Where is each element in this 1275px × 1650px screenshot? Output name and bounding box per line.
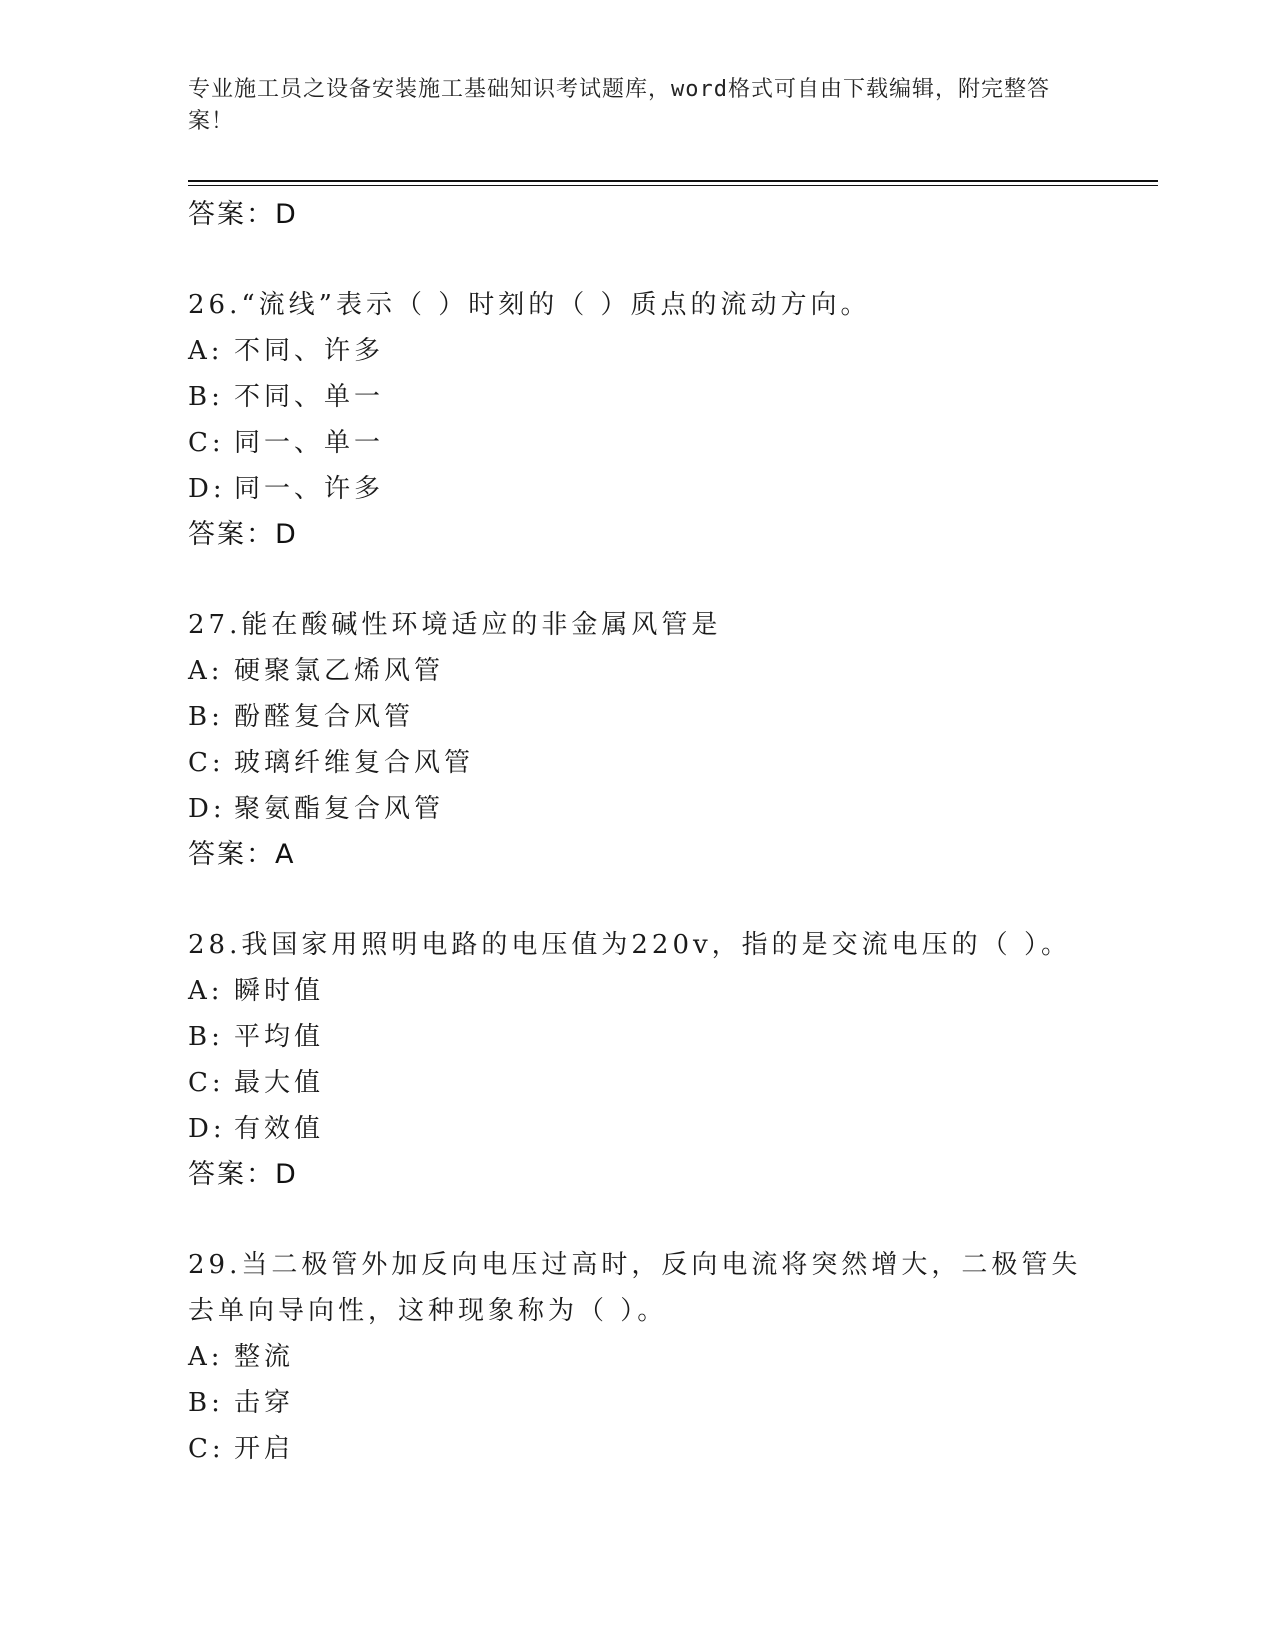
answer-value: D [275, 199, 298, 230]
option-b [188, 374, 1108, 420]
question-stem: 当二极管外加反向电压过高时，反向电流将突然增大，二极管失去单向导向性，这种现象称为（ ）。 [188, 1250, 1082, 1326]
option-text: 玻璃纤维复合风管 [234, 748, 475, 778]
option-text: 有效值 [234, 1114, 325, 1144]
option-text: 最大值 [234, 1068, 325, 1098]
question-stem: “流线”表示（ ）时刻的（ ）质点的流动方向。 [241, 290, 871, 320]
option-b [188, 1380, 1108, 1426]
option-key: A: [188, 656, 224, 686]
question-stem: 我国家用照明电路的电压值为220v，指的是交流电压的（ ）。 [241, 930, 1071, 960]
option-text: 不同、许多 [234, 336, 385, 366]
option-key: B: [188, 1022, 224, 1052]
option-text: 聚氨酯复合风管 [234, 794, 445, 824]
option-key: C: [188, 1068, 225, 1098]
answer-line [188, 1152, 1108, 1198]
option-key: A: [188, 976, 224, 1006]
option-text: 平均值 [234, 1022, 325, 1052]
answer-line [188, 832, 1108, 878]
option-d [188, 1106, 1108, 1152]
question-number: 29. [188, 1250, 242, 1280]
question-item [188, 282, 1108, 558]
question-number: 26. [188, 290, 242, 320]
question-number: 28. [188, 930, 242, 960]
option-text: 不同、单一 [234, 382, 385, 412]
option-text: 酚醛复合风管 [234, 702, 415, 732]
question-text [188, 1242, 1108, 1334]
question-text [188, 922, 1108, 968]
answer-label: 答案： [188, 839, 275, 870]
option-key: D: [188, 1114, 226, 1144]
question-number: 27. [188, 610, 242, 640]
option-text: 开启 [234, 1434, 295, 1464]
option-text: 同一、许多 [234, 474, 385, 504]
answer-value: A [275, 839, 296, 870]
option-text: 击穿 [234, 1388, 295, 1418]
option-text: 同一、单一 [234, 428, 385, 458]
option-key: A: [188, 1342, 224, 1372]
option-key: B: [188, 702, 224, 732]
option-d [188, 466, 1108, 512]
option-a [188, 968, 1108, 1014]
question-text [188, 602, 1108, 648]
option-key: C: [188, 748, 225, 778]
option-b [188, 1014, 1108, 1060]
option-text: 瞬时值 [234, 976, 325, 1006]
option-key: C: [188, 1434, 225, 1464]
answer-line [188, 512, 1108, 558]
option-key: A: [188, 336, 224, 366]
answer-line [188, 192, 1108, 238]
option-c [188, 420, 1108, 466]
question-text [188, 282, 1108, 328]
option-c [188, 1426, 1108, 1472]
option-c [188, 1060, 1108, 1106]
option-key: B: [188, 1388, 224, 1418]
answer-value: D [275, 519, 298, 550]
option-key: D: [188, 794, 226, 824]
option-text: 硬聚氯乙烯风管 [234, 656, 445, 686]
question-item [188, 1242, 1108, 1472]
question-item [188, 922, 1108, 1198]
option-a [188, 648, 1108, 694]
option-b [188, 694, 1108, 740]
question-list [188, 192, 1108, 1472]
option-a [188, 328, 1108, 374]
option-a [188, 1334, 1108, 1380]
option-d [188, 786, 1108, 832]
option-c [188, 740, 1108, 786]
header-rule-thin [188, 185, 1158, 186]
option-key: B: [188, 382, 224, 412]
answer-label: 答案： [188, 199, 275, 230]
answer-label: 答案： [188, 1159, 275, 1190]
answer-label: 答案： [188, 519, 275, 550]
option-key: C: [188, 428, 225, 458]
option-key: D: [188, 474, 226, 504]
question-item [188, 602, 1108, 878]
answer-value: D [275, 1159, 298, 1190]
header-rule-thick [188, 180, 1158, 182]
question-stem: 能在酸碱性环境适应的非金属风管是 [241, 610, 722, 640]
document-header: 专业施工员之设备安装施工基础知识考试题库，word格式可自由下载编辑，附完整答案！ [188, 77, 1050, 134]
option-text: 整流 [234, 1342, 295, 1372]
